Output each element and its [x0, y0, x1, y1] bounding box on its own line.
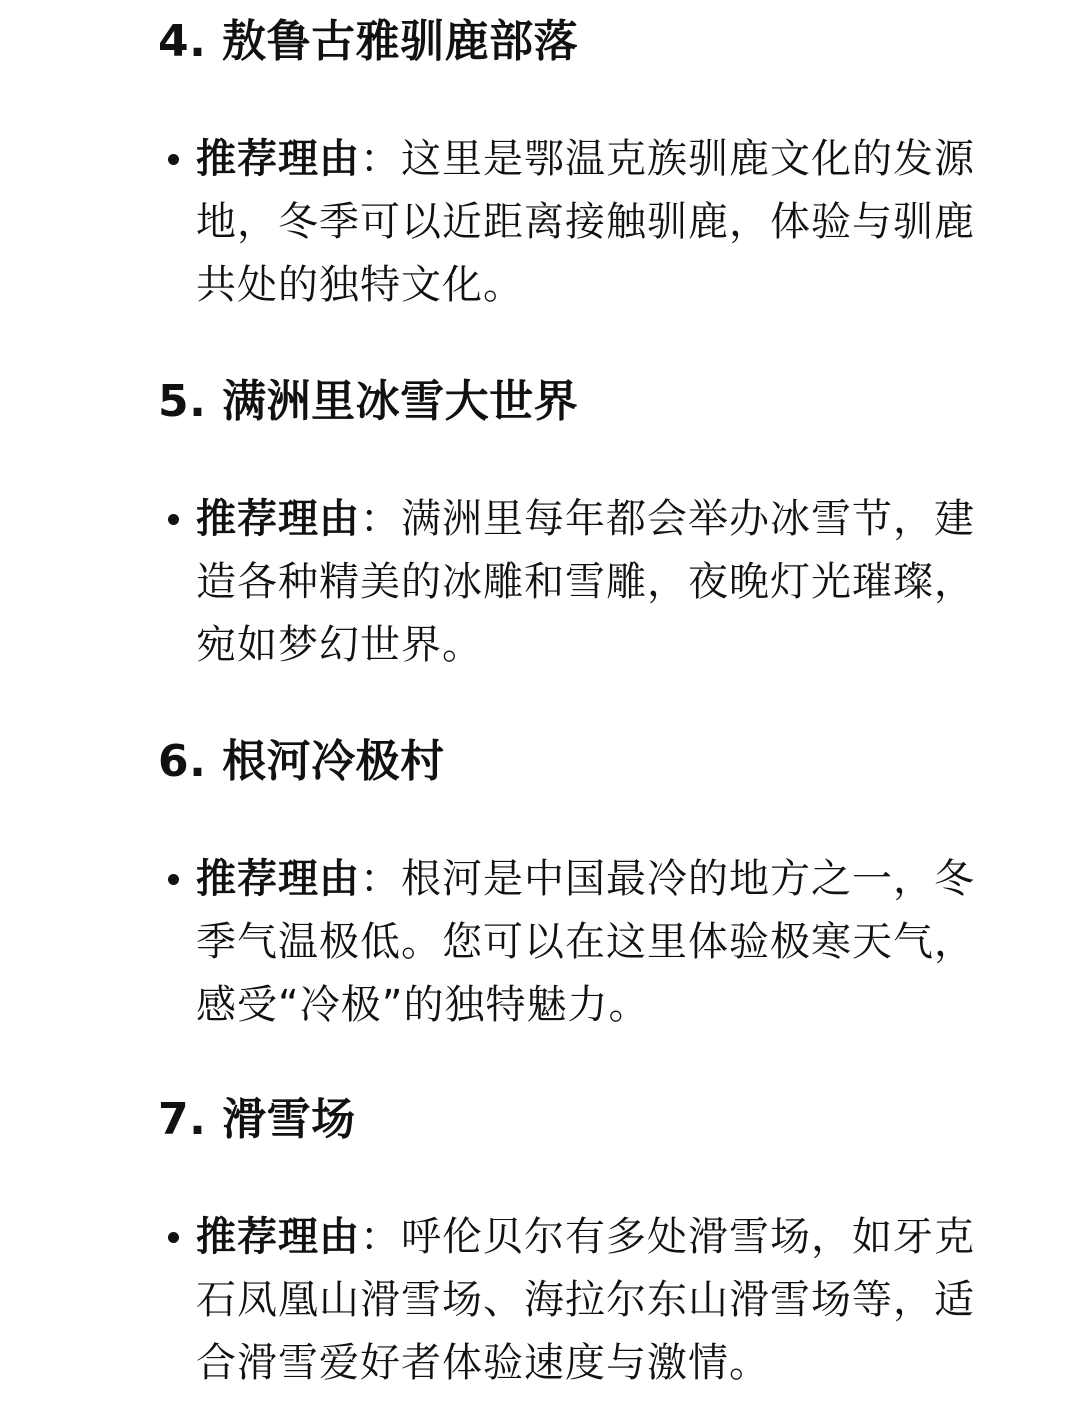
reason-colon: ：: [360, 496, 401, 542]
reason-label: 推荐理由: [196, 136, 360, 182]
reason-body: 这里是鄂温克族驯鹿文化的发源地，冬季可以近距离接触驯鹿，体验与驯鹿共处的独特文化。: [196, 136, 975, 308]
reason-body: 根河是中国最冷的地方之一，冬季气温极低。您可以在这里体验极寒天气，感受“冷极”的独特魅力。: [196, 856, 975, 1028]
reason-label: 推荐理由: [196, 496, 360, 542]
reason-colon: ：: [360, 1214, 401, 1260]
section-heading: 5. 满洲里冰雪大世界: [158, 376, 579, 427]
reason-colon: ：: [360, 856, 401, 902]
reason-body: 呼伦贝尔有多处滑雪场，如牙克石凤凰山滑雪场、海拉尔东山滑雪场等，适合滑雪爱好者体验速度与激情。: [196, 1214, 975, 1386]
reason-colon: ：: [360, 136, 401, 182]
section-heading: 6. 根河冷极村: [158, 736, 445, 787]
reason-label: 推荐理由: [196, 1214, 360, 1260]
bullet-icon: [168, 1232, 179, 1243]
section-heading: 4. 敖鲁古雅驯鹿部落: [158, 16, 579, 67]
bullet-text: [196, 1206, 1008, 1395]
bullet-text: [196, 848, 1008, 1037]
bullet-icon: [168, 154, 179, 165]
bullet-text: [196, 488, 1008, 677]
section-heading: 7. 滑雪场: [158, 1094, 356, 1145]
bullet-icon: [168, 874, 179, 885]
bullet-text: [196, 128, 1008, 317]
reason-label: 推荐理由: [196, 856, 360, 902]
reason-body: 满洲里每年都会举办冰雪节，建造各种精美的冰雕和雪雕，夜晚灯光璀璨，宛如梦幻世界。: [196, 496, 975, 668]
bullet-icon: [168, 514, 179, 525]
